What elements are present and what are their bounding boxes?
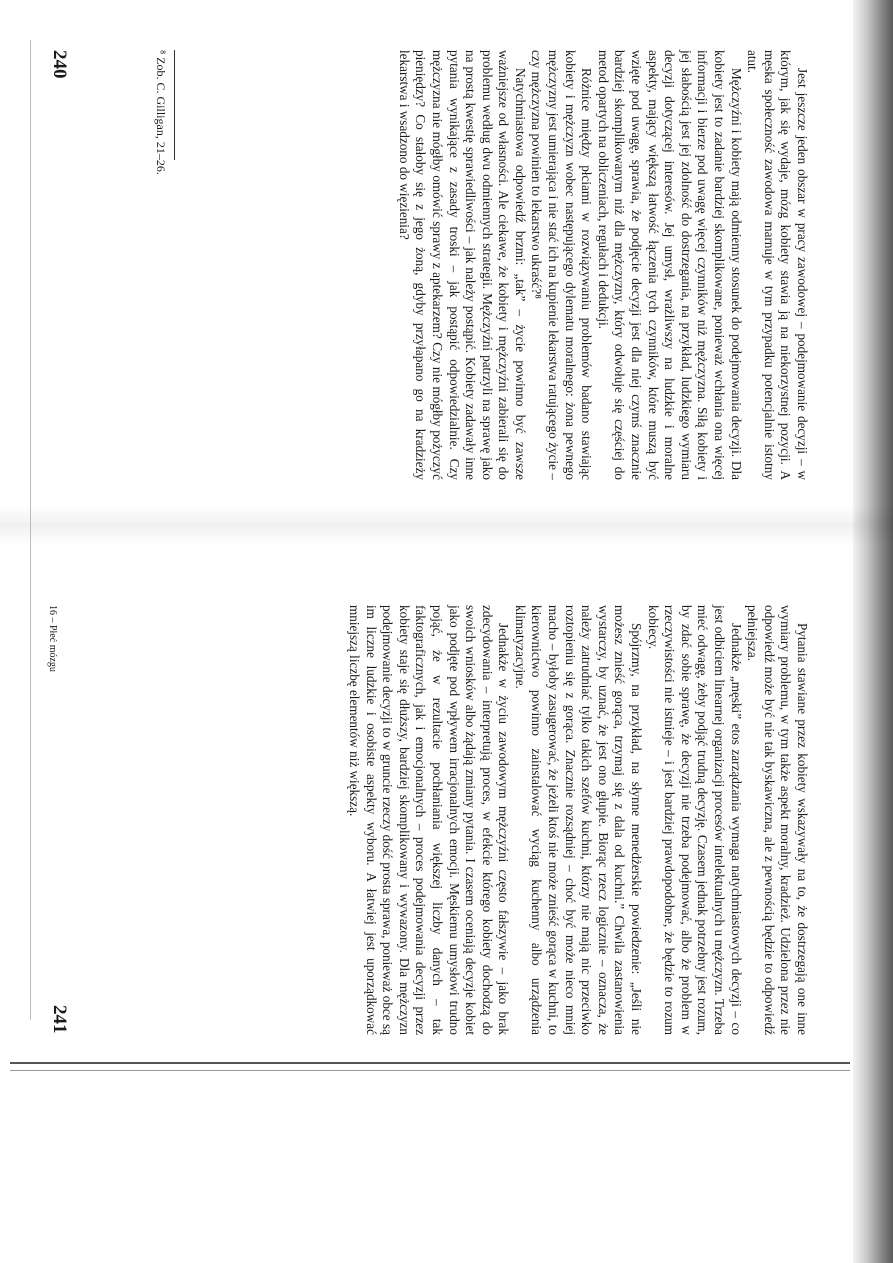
paragraph: Pytania stawiane przez kobiety wskazywały na to, że dostrzegają one inne wymiary problemu, w tym także aspekt moralny, kradzież. Udzielona przez nie odpowiedź może być nie tak byskawiczna, ale z pewnością będzie to odpowiedź pełniejsza. — [745, 605, 810, 1035]
book-gutter — [0, 505, 893, 545]
paragraph: Natychmiastowa odpowiedź brzmi: „tak” – życie powinno być zawsze ważniejsze od własności. Ale ciekawe, że kobiety i mężczyźni zabierali się do problemu według dwu odmiennych strategii. Mężczyźni patrzyli na sprawę jako na prostą kwestię sprawiedliwości – jak należy postąpić. Kobiety zadawały inne pytania wynikające z zasady troski – jak postąpić odpowiedzialnie. Czy mężczyzna nie mógłby omówić sprawy z aptekarzem? Czy nie mógłby pożyczyć pieniędzy? Co stałoby się z jego żoną, gdyby przyłapano go na kradzieży lekarstwa i wsadzono do więzienia? — [396, 50, 528, 480]
paragraph: Różnice między płciami w rozwiązywaniu problemów badano stawiając kobiety i mężczyzn wobec następującego dylematu moralnego: żona pewnego mężczyzny jest umierająca i nie stać ich na kupienie lekarstwa ratującego życie – czy mężczyzna powinien to lekarstwo ukraść?⁸ — [529, 50, 595, 480]
right-page-241 — [30, 575, 820, 1065]
paragraph: Jest jeszcze jeden obszar w pracy zawodowej – podejmowanie decyzji – w którym, jak się wydaje, mózg kobiety stawia ją na niekorzystnej pozycji. A męska społeczność zawodowa marnuje w tym przypadku potencjalnie istotny atut. — [745, 50, 810, 480]
left-page-body — [395, 50, 810, 480]
paragraph: Jednakże w życiu zawodowym mężczyźni często fałszywie – jako brak zdecydowania – interpretują proces, w efekcie którego kobiety dochodzą do swoich wniosków albo żądają zmiany pytania. I czasem oceniają decyzje kobiet jako podjęte pod wpływem irracjonalnych emocji. Męskiemu umysłowi trudno pojąć, że w rezultacie pochłaniania większej liczby danych – tak faktograficznych, jak i emocjonalnych – proces podejmowania decyzji przez kobiety staje się dłuższy, bardziej skomplikowany i wywazony. Dla mężczyzn podejmowanie decyzji to w gruncie rzeczy dość prosta sprawa, ponieważ obce są im liczne ludzkie i osobiste aspekty wyboru. A łatwiej jest uporządkować mniejszą liczbę elementów niż większą. — [346, 605, 512, 1035]
paragraph: Mężczyźni i kobiety mają odmienny stosunek do podejmowania decyzji. Dla kobiety jest to zadanie bardziej skomplikowane, ponieważ wchłania ona więcej informacji i bierze pod uwagę więcej czynników niż mężczyzna. Siłą kobiety i jej słabością jest jej zdolność do dostrzegania, na przykład, ludzkiego wymiaru decyzji dotyczącej interesów. Jej umysł, wrażliwszy na ludzkie i moralne aspekty, mający większą łatwość łączenia tych czynników, które muszą być wzięte pod uwagę, sprawia, że podjęcie decyzji jest dla niej czymś znacznie bardziej skomplikowanym niż dla mężczyzny, który odwołuje się częściej do metod opartych na obliczeniach, regułach i dedukcji. — [595, 50, 744, 480]
printer-signature-mark: 16 – Płeć mózgu — [47, 605, 58, 672]
footnote-divider — [174, 50, 175, 160]
scan-edge-shadow — [853, 0, 893, 1263]
paragraph: Jednakże „męski” etos zarządzania wymaga natychmiastowych decyzji – co jest odbiciem linearnej organizacji procesów intelektualnych u mężczyzn. Trzeba mieć odwagę, żeby podjąć trudną decyzję. Czasem jednak potrzebny jest rozum, by zdać sobie sprawę, że decyzji nie trzeba podejmować, albo że problem w rzeczywistości nie istnieje – i jest bardziej prawdopodobne, że będzie to rozum kobiecy. — [645, 605, 744, 1035]
paragraph: Spójrzmy, na przykład, na słynne menedżerskie powiedzenie: „Jeśli nie możesz znieść gorąca, trzymaj się z dala od kuchni.” Chwila zastanowienia wystarczy, by uznać, że jest ono głupie. Biorąc rzecz logicznie – oznacza, że należy zatrudniać tylko takich szefów kuchni, którzy nie mają nic przeciwko roztopieniu się z gorąca. Znacznie rozsądniej – choć być może nieco mniej macho – byłoby zasugerować, że jeżeli ktoś nie może znieść gorąca w kuchni, to kierownictwo powinno zainstalować wyciąg kuchenny albo urządzenia klimatyzacyjne. — [512, 605, 645, 1035]
left-page-240 — [30, 20, 820, 510]
right-page-body — [345, 605, 810, 1035]
footnote: ⁸ Zob. C. Gilligan, 21–26. — [154, 50, 168, 175]
page-number: 241 — [49, 1005, 70, 1034]
page-number: 240 — [49, 50, 70, 79]
scan-border-line-thin — [10, 1070, 850, 1071]
